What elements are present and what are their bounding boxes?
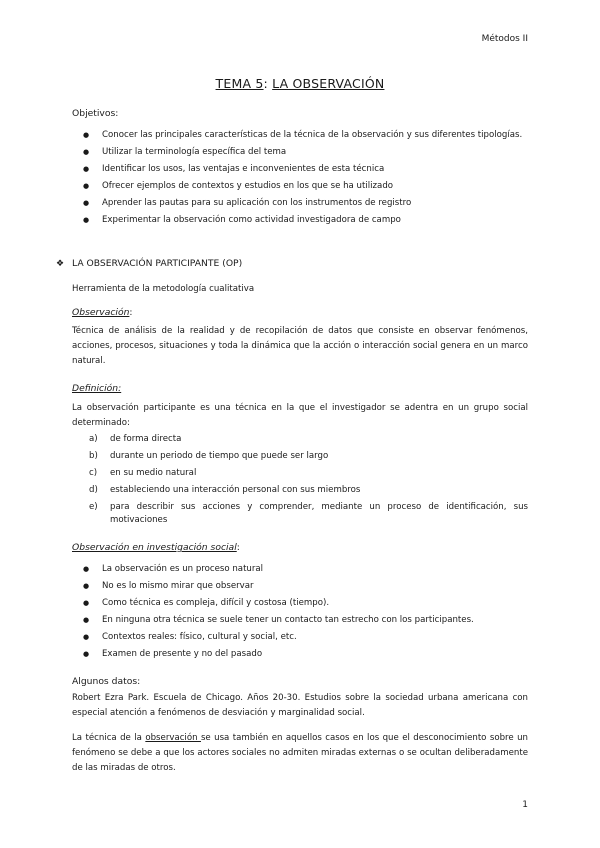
diamond-bullet-icon: ❖ bbox=[56, 259, 65, 269]
closing-pre: La técnica de la bbox=[72, 733, 146, 743]
page-number: 1 bbox=[522, 800, 528, 810]
title-main: LA OBSERVACIÓN bbox=[272, 76, 385, 91]
closing-post: se usa también en aquellos casos en los que el desconocimiento sobre un fenómeno se debe a que los actores sociales no admiten miradas externas o se ocultan deliberadamente de las miradas de otros. bbox=[72, 733, 528, 774]
bullet-icon: ● bbox=[83, 565, 90, 573]
list-item-text: Como técnica es compleja, difícil y costosa (tiempo). bbox=[102, 598, 330, 608]
observacion-term: Observación bbox=[72, 307, 130, 318]
list-item-text: La observación es un proceso natural bbox=[102, 564, 264, 574]
objectives-list bbox=[72, 129, 528, 231]
definicion-text: La observación participante es una técnica en la que el investigador se adentra en un grupo social determinado: bbox=[72, 403, 528, 429]
list-item bbox=[72, 631, 528, 644]
list-item bbox=[72, 484, 528, 497]
title-prefix: TEMA 5 bbox=[215, 76, 264, 91]
list-marker: d) bbox=[89, 485, 98, 495]
investigacion-term: Observación en investigación social bbox=[72, 542, 237, 553]
investigacion-label bbox=[72, 542, 240, 553]
list-marker: c) bbox=[89, 468, 98, 478]
list-item bbox=[72, 648, 528, 661]
list-marker: a) bbox=[89, 434, 98, 444]
closing-paragraph bbox=[72, 731, 528, 777]
observacion-text: Técnica de análisis de la realidad y de recopilación de datos que consiste en observar fenómenos, acciones, procesos, situaciones y toda la dinámica que la acción o interacción social genera en un marco natural. bbox=[72, 326, 528, 367]
page-title bbox=[0, 76, 600, 91]
bullet-icon: ● bbox=[83, 616, 90, 624]
list-item-text: para describir sus acciones y comprender, mediante un proceso de identificación, sus motivaciones bbox=[110, 502, 528, 525]
bullet-icon: ● bbox=[83, 182, 90, 190]
list-item bbox=[72, 467, 528, 480]
investigacion-list bbox=[72, 563, 528, 665]
list-item bbox=[72, 597, 528, 610]
list-item bbox=[72, 163, 528, 176]
bullet-icon: ● bbox=[83, 148, 90, 156]
bullet-icon: ● bbox=[83, 199, 90, 207]
list-item-text: Aprender las pautas para su aplicación con los instrumentos de registro bbox=[102, 198, 412, 208]
bullet-icon: ● bbox=[83, 633, 90, 641]
observacion-label bbox=[72, 307, 133, 318]
list-item bbox=[72, 197, 528, 210]
section-tool: Herramienta de la metodología cualitativa bbox=[72, 284, 255, 294]
bullet-icon: ● bbox=[83, 582, 90, 590]
bullet-icon: ● bbox=[83, 650, 90, 658]
list-item-text: estableciendo una interacción personal con sus miembros bbox=[110, 485, 361, 495]
list-item bbox=[72, 146, 528, 159]
definicion-list bbox=[72, 433, 528, 531]
closing-term: observación bbox=[145, 733, 201, 743]
list-item bbox=[72, 433, 528, 446]
list-item-text: de forma directa bbox=[110, 434, 182, 444]
bullet-icon: ● bbox=[83, 599, 90, 607]
list-item-text: No es lo mismo mirar que observar bbox=[102, 581, 254, 591]
definicion-term: Definición: bbox=[72, 383, 122, 394]
list-item bbox=[72, 214, 528, 227]
datos-label: Algunos datos: bbox=[72, 676, 141, 687]
list-item-text: Examen de presente y no del pasado bbox=[102, 649, 263, 659]
list-item-text: Utilizar la terminología específica del tema bbox=[102, 147, 287, 157]
list-item-text: Conocer las principales características de la técnica de la observación y sus diferentes tipologías. bbox=[102, 130, 523, 140]
list-item-text: Identificar los usos, las ventajas e inconvenientes de esta técnica bbox=[102, 164, 385, 174]
list-item-text: Ofrecer ejemplos de contextos y estudios en los que se ha utilizado bbox=[102, 181, 394, 191]
header-course: Métodos II bbox=[481, 34, 528, 44]
bullet-icon: ● bbox=[83, 165, 90, 173]
list-marker: b) bbox=[89, 451, 98, 461]
section-heading bbox=[56, 258, 242, 269]
list-item-text: Contextos reales: físico, cultural y social, etc. bbox=[102, 632, 297, 642]
list-item-text: en su medio natural bbox=[110, 468, 197, 478]
definicion-label bbox=[72, 383, 121, 394]
title-separator: : bbox=[263, 76, 273, 91]
list-item bbox=[72, 180, 528, 193]
list-item-text: Experimentar la observación como actividad investigadora de campo bbox=[102, 215, 401, 225]
bullet-icon: ● bbox=[83, 131, 90, 139]
objectives-label: Objetivos: bbox=[72, 108, 119, 119]
list-item bbox=[72, 129, 528, 142]
section-heading-text: LA OBSERVACIÓN PARTICIPANTE (OP) bbox=[72, 258, 243, 269]
list-item bbox=[72, 563, 528, 576]
list-item-text: En ninguna otra técnica se suele tener un contacto tan estrecho con los participantes. bbox=[102, 615, 474, 625]
list-item bbox=[72, 450, 528, 463]
list-item bbox=[72, 614, 528, 627]
list-item-text: durante un periodo de tiempo que puede ser largo bbox=[110, 451, 329, 461]
bullet-icon: ● bbox=[83, 216, 90, 224]
list-item bbox=[72, 501, 528, 527]
list-marker: e) bbox=[89, 502, 98, 512]
observacion-colon: : bbox=[129, 307, 133, 318]
investigacion-colon: : bbox=[236, 542, 240, 553]
list-item bbox=[72, 580, 528, 593]
datos-text: Robert Ezra Park. Escuela de Chicago. Años 20-30. Estudios sobre la sociedad urbana americana con especial atención a fenómenos de desviación y marginalidad social. bbox=[72, 693, 528, 719]
